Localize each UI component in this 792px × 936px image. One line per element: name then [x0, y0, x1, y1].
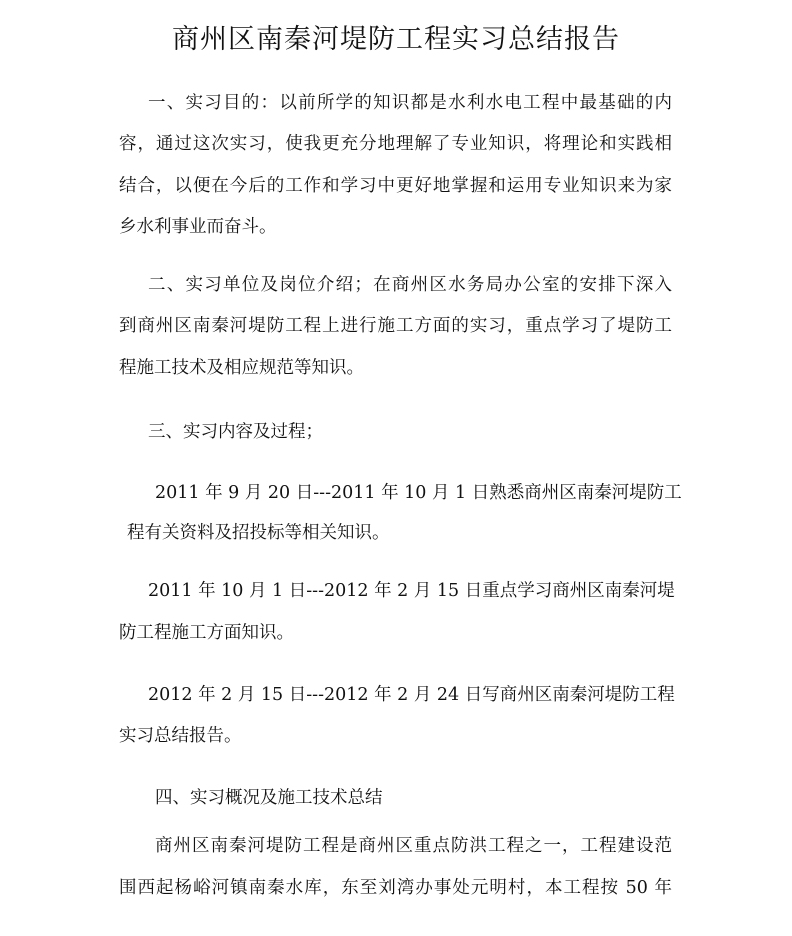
section-heading: 四、实习概况及施工技术总结 — [155, 788, 383, 808]
paragraph-line: 乡水利事业而奋斗。 — [119, 217, 277, 237]
paragraph-line: 一、实习目的：以前所学的知识都是水利水电工程中最基础的内 — [148, 93, 672, 113]
schedule-line: 2012 年 2 月 15 日---2012 年 2 月 24 日写商州区南秦河堤防工程 — [148, 685, 675, 705]
paragraph-line: 商州区南秦河堤防工程是商州区重点防洪工程之一，工程建设范 — [155, 836, 672, 856]
schedule-line: 程有关资料及招投标等相关知识。 — [127, 523, 390, 543]
paragraph-line: 容，通过这次实习，使我更充分地理解了专业知识，将理论和实践相 — [119, 134, 672, 154]
schedule-line: 2011 年 10 月 1 日---2012 年 2 月 15 日重点学习商州区南秦河堤 — [148, 581, 675, 601]
paragraph-line: 程施工技术及相应规范等知识。 — [119, 358, 364, 378]
section-heading: 三、实习内容及过程； — [148, 422, 323, 442]
schedule-line: 防工程施工方面知识。 — [119, 623, 294, 643]
document-title: 商州区南秦河堤防工程实习总结报告 — [172, 24, 620, 55]
paragraph-line: 围西起杨峪河镇南秦水库，东至刘湾办事处元明村，本工程按 50 年 — [119, 878, 672, 898]
paragraph-line: 二、实习单位及岗位介绍；在商州区水务局办公室的安排下深入 — [148, 275, 672, 295]
paragraph-line: 结合，以便在今后的工作和学习中更好地掌握和运用专业知识来为家 — [119, 176, 672, 196]
schedule-line: 实习总结报告。 — [119, 726, 242, 746]
schedule-line: 2011 年 9 月 20 日---2011 年 10 月 1 日熟悉商州区南秦河堤防工 — [155, 483, 682, 503]
paragraph-line: 到商州区南秦河堤防工程上进行施工方面的实习，重点学习了堤防工 — [119, 316, 672, 336]
